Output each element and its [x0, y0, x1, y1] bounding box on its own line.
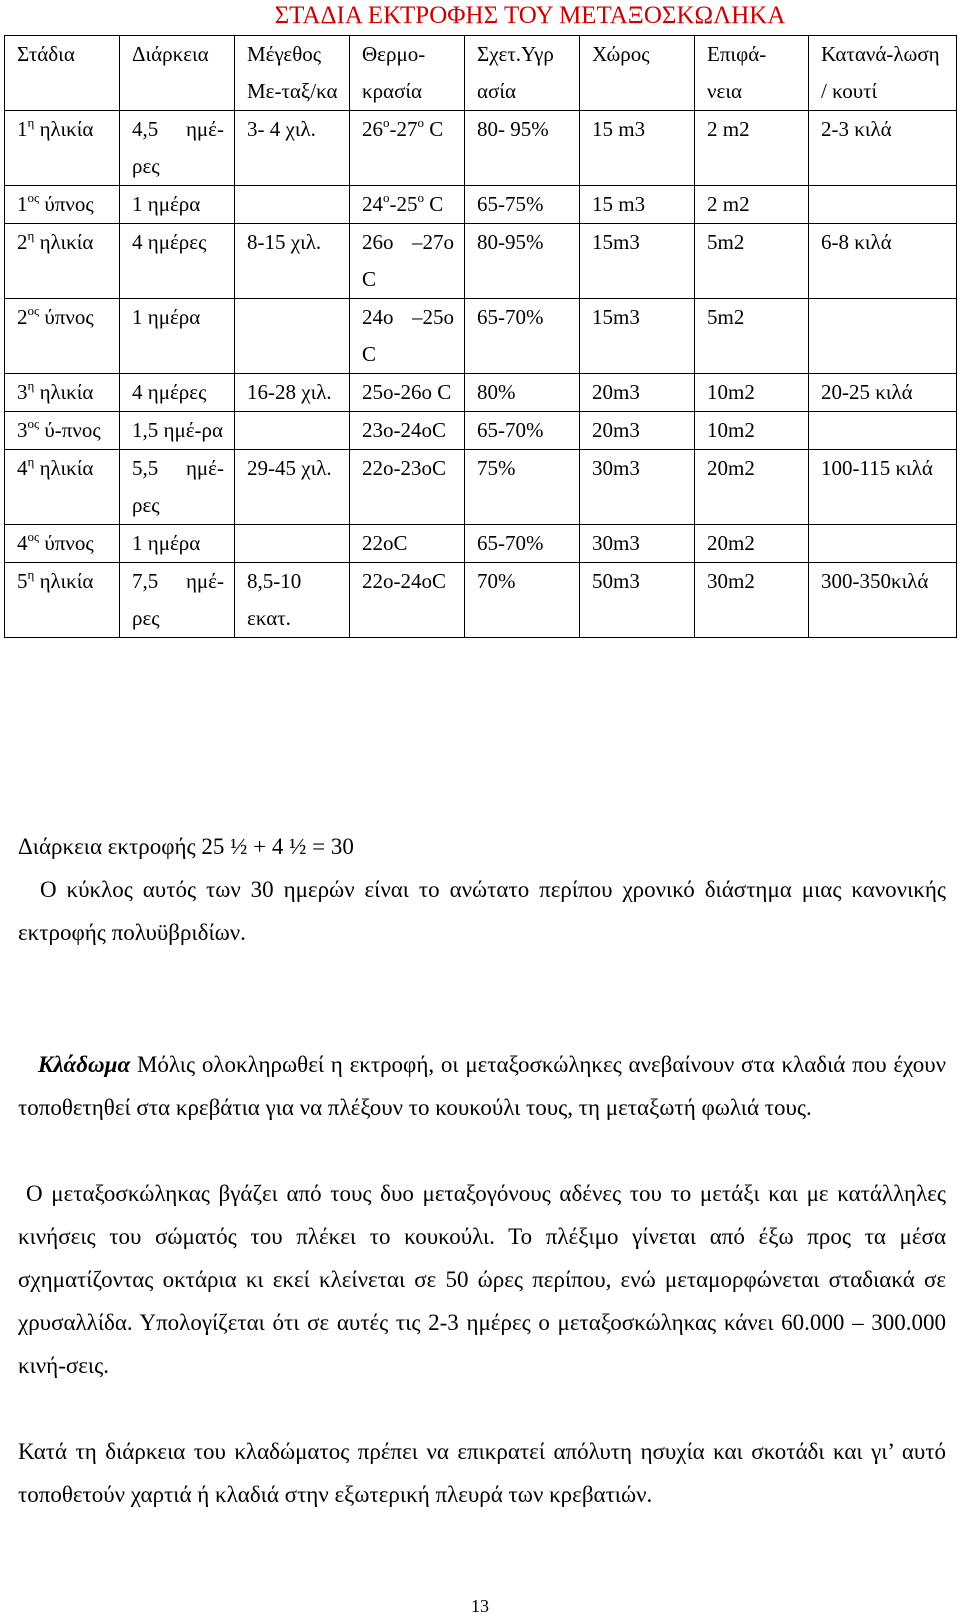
surface-cell: 5m2 — [695, 299, 809, 374]
table-row — [5, 111, 957, 186]
table-header-cell: Επιφά-νεια — [695, 36, 809, 111]
temperature-cell: 22ο-24οC — [350, 563, 465, 638]
size-cell — [235, 186, 350, 224]
stage-cell: $5^\eta$ ηλικία — [5, 563, 120, 638]
size-cell: 8,5-10 εκατ. — [235, 563, 350, 638]
consumption-cell: 300-350κιλά — [809, 563, 957, 638]
cocoon-text: Μόλις ολοκληρωθεί η εκτροφή, οι μεταξοσκώληκες ανεβαίνουν στα κλαδιά που έχουν τοποθετηθεί στα κρεβάτια για να πλέξουν το κουκούλι τους, τη μεταξωτή φωλιά τους. — [18, 1052, 946, 1120]
space-cell: 15 m3 — [580, 111, 695, 186]
stage-cell: $2^\eta$ ηλικία — [5, 224, 120, 299]
table-header-cell: Χώρος — [580, 36, 695, 111]
stage-cell: $4^{o\varsigma}$ ύπνος — [5, 525, 120, 563]
cycle-paragraph: Ο κύκλος αυτός των 30 ημερών είναι το ανώτατο περίπου χρονικό διάστημα μιας κανονικής εκτροφής πολυϋβριδίων. — [18, 877, 946, 945]
size-cell: 8-15 χιλ. — [235, 224, 350, 299]
surface-cell: 2 m2 — [695, 186, 809, 224]
space-cell: 20m3 — [580, 412, 695, 450]
duration-cell: 1 ημέρα — [120, 186, 235, 224]
table-row — [5, 299, 957, 374]
surface-cell: 10m2 — [695, 412, 809, 450]
surface-cell: 2 m2 — [695, 111, 809, 186]
temperature-cell: 24ο –25ο C — [350, 299, 465, 374]
table-header-row — [5, 36, 957, 111]
humidity-cell: 65-75% — [465, 186, 580, 224]
humidity-cell: 65-70% — [465, 412, 580, 450]
space-cell: 15m3 — [580, 224, 695, 299]
table-header-cell: Διάρκεια — [120, 36, 235, 111]
stage-cell: $4^\eta$ ηλικία — [5, 450, 120, 525]
temperature-cell: $24^o-25^o$ C — [350, 186, 465, 224]
consumption-cell: 20-25 κιλά — [809, 374, 957, 412]
space-cell: 15m3 — [580, 299, 695, 374]
duration-cell: 5,5 ημέ-ρες — [120, 450, 235, 525]
stages-table — [4, 35, 957, 638]
silk-paragraph: Ο μεταξοσκώληκας βγάζει από τους δυο μεταξογόνους αδένες του το μετάξι και με κατάλληλες κινήσεις του σώματός του πλέκει το κουκούλι. Το πλέξιμο γίνεται από έξω προς τα μέσα σχηματίζοντας οκτάρια κι εκεί κλείνεται σε 50 ώρες περίπου, ενώ μεταμορφώνεται σταδιακά σε χρυσαλλίδα. Υπολογίζεται ότι σε αυτές τις 2-3 ημέρες ο μεταξοσκώληκας κάνει 60.000 – 300.000 κινή-σεις. — [18, 1181, 946, 1378]
table-row — [5, 224, 957, 299]
space-cell: 20m3 — [580, 374, 695, 412]
humidity-cell: 65-70% — [465, 299, 580, 374]
consumption-cell: 2-3 κιλά — [809, 111, 957, 186]
humidity-cell: 75% — [465, 450, 580, 525]
temperature-cell: 22οC — [350, 525, 465, 563]
stage-cell: $3^{o\varsigma}$ ύ-πνος — [5, 412, 120, 450]
size-cell — [235, 299, 350, 374]
duration-cell: 1,5 ημέ-ρα — [120, 412, 235, 450]
table-row — [5, 563, 957, 638]
consumption-cell — [809, 299, 957, 374]
size-cell: 3- 4 χιλ. — [235, 111, 350, 186]
cocoon-paragraph — [18, 1043, 946, 1129]
space-cell: 50m3 — [580, 563, 695, 638]
surface-cell: 5m2 — [695, 224, 809, 299]
duration-cell: 4 ημέρες — [120, 224, 235, 299]
stage-cell: $2^{o\varsigma}$ ύπνος — [5, 299, 120, 374]
consumption-cell: 100-115 κιλά — [809, 450, 957, 525]
table-row — [5, 412, 957, 450]
table-row — [5, 374, 957, 412]
consumption-cell: 6-8 κιλά — [809, 224, 957, 299]
duration-cell: 4 ημέρες — [120, 374, 235, 412]
breeding-duration-paragraph: Διάρκεια εκτροφής 25 ½ + 4 ½ = 30 — [18, 834, 354, 859]
duration-cell: 1 ημέρα — [120, 525, 235, 563]
surface-cell: 20m2 — [695, 525, 809, 563]
consumption-cell — [809, 412, 957, 450]
temperature-cell: 22ο-23οC — [350, 450, 465, 525]
stage-cell: $1^\eta$ ηλικία — [5, 111, 120, 186]
temperature-cell: 26ο –27ο C — [350, 224, 465, 299]
temperature-cell: 23ο-24οC — [350, 412, 465, 450]
cocoon-lead-term: Κλάδωμα — [38, 1052, 131, 1077]
humidity-cell: 65-70% — [465, 525, 580, 563]
table-row — [5, 450, 957, 525]
duration-cell: 4,5 ημέ-ρες — [120, 111, 235, 186]
space-cell: 30m3 — [580, 450, 695, 525]
size-cell: 16-28 χιλ. — [235, 374, 350, 412]
duration-cell: 7,5 ημέ-ρες — [120, 563, 235, 638]
page-number: 13 — [471, 1596, 489, 1616]
humidity-cell: 70% — [465, 563, 580, 638]
quiet-paragraph: Κατά τη διάρκεια του κλαδώματος πρέπει να επικρατεί απόλυτη ησυχία και σκοτάδι και γι’ αυτό τοποθετούν χαρτιά ή κλαδιά στην εξωτερική πλευρά των κρεβατιών. — [18, 1439, 946, 1507]
size-cell — [235, 525, 350, 563]
size-cell: 29-45 χιλ. — [235, 450, 350, 525]
space-cell: 15 m3 — [580, 186, 695, 224]
table-header-cell: Στάδια — [5, 36, 120, 111]
duration-cell: 1 ημέρα — [120, 299, 235, 374]
temperature-cell: 25ο-26ο C — [350, 374, 465, 412]
table-header-cell: Σχετ.Υγρ ασία — [465, 36, 580, 111]
humidity-cell: 80-95% — [465, 224, 580, 299]
surface-cell: 20m2 — [695, 450, 809, 525]
surface-cell: 30m2 — [695, 563, 809, 638]
surface-cell: 10m2 — [695, 374, 809, 412]
table-header-cell: Κατανά-λωση / κουτί — [809, 36, 957, 111]
temperature-cell: $26^o-27^o$ C — [350, 111, 465, 186]
size-cell — [235, 412, 350, 450]
page-title: ΣΤΑΔΙΑ ΕΚΤΡΟΦΗΣ ΤΟΥ ΜΕΤΑΞΟΣΚΩΛΗΚΑ — [274, 2, 786, 29]
stage-cell: $1^{o\varsigma}$ ύπνος — [5, 186, 120, 224]
stage-cell: $3^\eta$ ηλικία — [5, 374, 120, 412]
consumption-cell — [809, 186, 957, 224]
table-header-cell: Μέγεθος Με-ταξ/κα — [235, 36, 350, 111]
consumption-cell — [809, 525, 957, 563]
table-row — [5, 186, 957, 224]
space-cell: 30m3 — [580, 525, 695, 563]
humidity-cell: 80- 95% — [465, 111, 580, 186]
humidity-cell: 80% — [465, 374, 580, 412]
table-row — [5, 525, 957, 563]
table-header-cell: Θερμο-κρασία — [350, 36, 465, 111]
